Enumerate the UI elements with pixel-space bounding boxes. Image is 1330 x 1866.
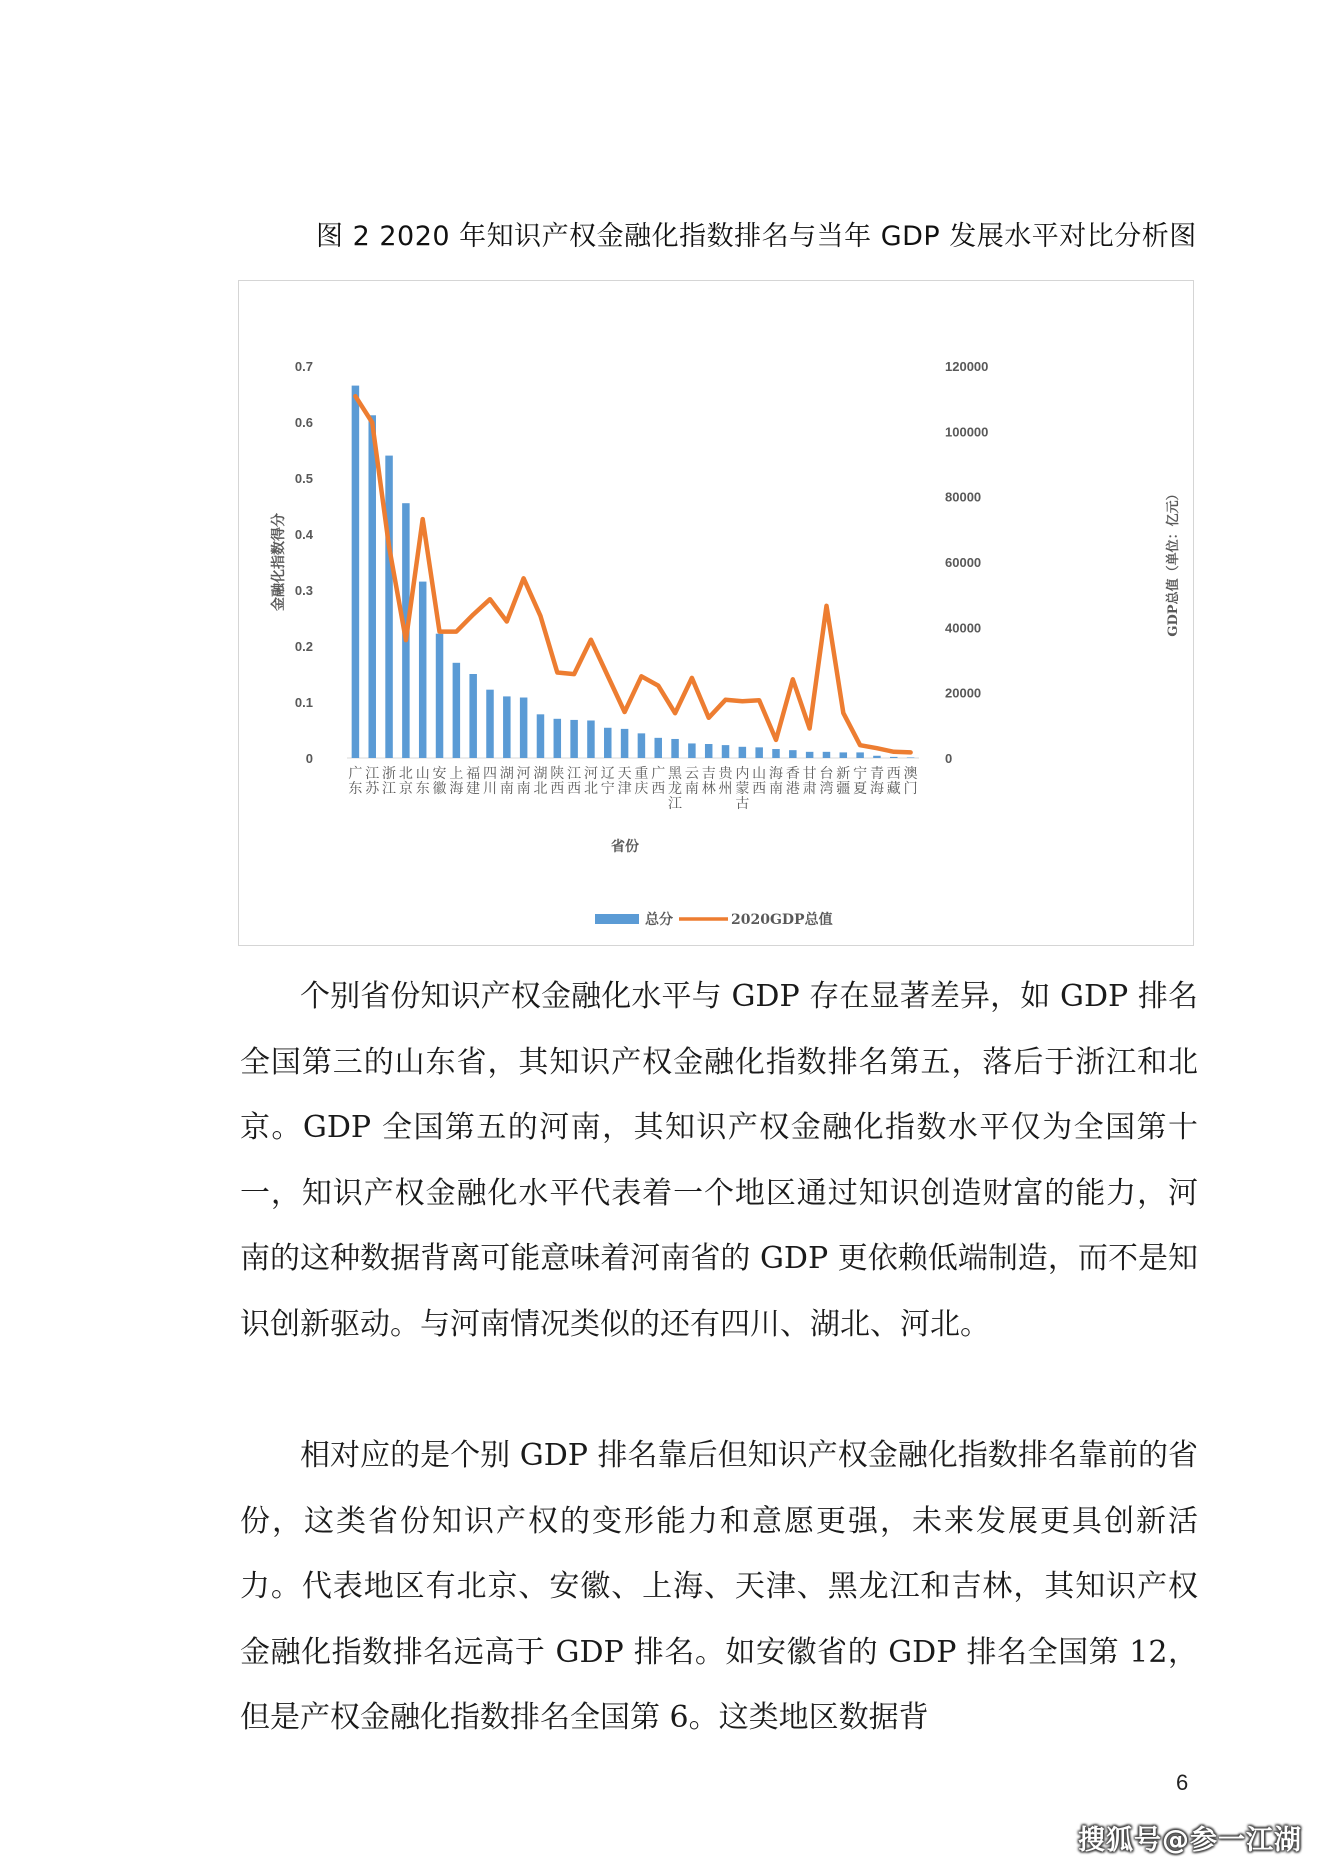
watermark: 搜狐号@参一江湖 <box>1078 1825 1302 1856</box>
bar-浙江 <box>385 456 393 758</box>
x-tick-label: 山西 <box>752 766 767 797</box>
bar-宁夏 <box>856 752 864 758</box>
x-tick-label: 江苏 <box>365 766 380 797</box>
x-tick-label: 台湾 <box>819 766 834 797</box>
x-tick-label: 贵州 <box>718 766 733 797</box>
bar-西藏 <box>890 757 898 758</box>
bar-黑龙江 <box>671 739 679 758</box>
paragraph-2: 相对应的是个别 GDP 排名靠后但知识产权金融化指数排名靠前的省份，这类省份知识产权的变形能力和意愿更强，未来发展更具创新活力。代表地区有北京、安徽、上海、天津、黑龙江和吉林，其知识产权金融化指数排名远高于 GDP 排名。如安徽省的 GDP 排名全国第 12，但是产权金融化指数排名全国第 6。这类地区数据背 <box>240 1438 1198 1735</box>
bar-陕西 <box>554 719 562 758</box>
x-tick-label: 湖北 <box>533 766 548 797</box>
y2-tick-label: 20000 <box>945 685 982 701</box>
y-axis-title: 金融化指数得分 <box>271 513 287 611</box>
x-tick-label: 宁夏 <box>853 766 868 797</box>
bar-安徽 <box>436 634 444 758</box>
x-tick-label: 河南 <box>516 766 531 797</box>
legend-swatch-bar <box>595 914 639 924</box>
x-tick-label: 福建 <box>466 766 481 797</box>
y2-tick-label: 0 <box>945 751 953 766</box>
x-tick-label: 北京 <box>398 766 413 797</box>
bar-江西 <box>570 720 578 758</box>
legend-label-line: 2020GDP总值 <box>731 912 833 928</box>
x-tick-label: 内蒙古 <box>735 766 750 812</box>
x-axis-title: 省份 <box>611 839 639 855</box>
bar-广西 <box>654 738 662 758</box>
x-tick-label: 甘肃 <box>802 766 817 797</box>
x-tick-label: 河北 <box>583 766 598 797</box>
bar-湖北 <box>537 714 545 758</box>
x-tick-label: 重庆 <box>634 766 649 797</box>
x-tick-label: 湖南 <box>499 766 514 797</box>
bar-云南 <box>688 743 696 758</box>
y-tick-label: 0.4 <box>294 527 313 542</box>
y2-tick-label: 40000 <box>945 620 982 636</box>
bar-内蒙古 <box>739 747 747 758</box>
y-tick-label: 0.3 <box>294 583 313 598</box>
bar-重庆 <box>638 733 646 758</box>
bar-辽宁 <box>604 728 612 758</box>
x-tick-label: 吉林 <box>701 766 716 797</box>
y2-tick-label: 80000 <box>945 489 982 505</box>
page-number: 6 <box>1176 1770 1189 1795</box>
y2-axis-title: GDP总值（单位：亿元） <box>1166 487 1181 637</box>
y2-tick-label: 120000 <box>945 359 989 374</box>
bar-四川 <box>486 690 494 758</box>
bar-山西 <box>755 747 763 758</box>
bar-吉林 <box>705 744 713 758</box>
x-tick-label: 浙江 <box>382 766 397 797</box>
x-tick-label: 山东 <box>415 766 430 797</box>
bar-香港 <box>789 750 797 758</box>
bar-上海 <box>453 663 461 758</box>
bar-甘肃 <box>806 752 814 758</box>
x-tick-label: 辽宁 <box>600 766 615 797</box>
bar-江苏 <box>368 415 376 758</box>
x-tick-label: 安徽 <box>432 766 447 797</box>
x-tick-label: 香港 <box>785 766 800 797</box>
bar-贵州 <box>722 745 730 758</box>
x-tick-label: 四川 <box>483 766 497 797</box>
x-tick-label: 西藏 <box>886 766 901 797</box>
x-tick-label: 上海 <box>449 766 464 797</box>
x-tick-label: 广西 <box>651 766 666 797</box>
y-tick-label: 0 <box>305 751 313 766</box>
y-tick-label: 0.2 <box>294 639 313 654</box>
x-tick-label: 澳门 <box>903 766 918 797</box>
x-tick-label: 陕西 <box>550 766 565 797</box>
y-tick-label: 0.1 <box>294 695 313 710</box>
bar-广东 <box>352 386 360 758</box>
y2-tick-label: 100000 <box>945 424 989 440</box>
legend-label-bar: 总分 <box>645 912 673 928</box>
y-tick-label: 0.6 <box>294 415 313 430</box>
x-tick-label: 江西 <box>567 766 582 797</box>
x-tick-label: 海南 <box>769 766 783 797</box>
x-tick-label: 黑龙江 <box>668 766 683 812</box>
bar-line-chart <box>239 281 1193 945</box>
x-tick-label: 广东 <box>348 766 363 797</box>
chart-frame <box>238 280 1194 946</box>
bar-台湾 <box>823 752 831 758</box>
y-tick-label: 0.5 <box>294 471 313 486</box>
bar-山东 <box>419 582 427 758</box>
x-tick-label: 天津 <box>617 766 632 797</box>
bar-河南 <box>520 698 528 758</box>
x-tick-label: 青海 <box>869 766 884 797</box>
bar-福建 <box>469 674 477 758</box>
bar-天津 <box>621 729 629 758</box>
bar-青海 <box>873 756 881 758</box>
paragraph-1: 个别省份知识产权金融化水平与 GDP 存在显著差异，如 GDP 排名全国第三的山东省，其知识产权金融化指数排名第五，落后于浙江和北京。GDP 全国第五的河南，其知识产权金融化指数水平仅为全国第十一，知识产权金融化水平代表着一个地区通过知识创造财富的能力，河南的这种数据背离可能意味着河南省的 GDP 更依赖低端制造，而不是知识创新驱动。与河南情况类似的还有四川、湖北、河北。 <box>240 979 1198 1342</box>
bar-海南 <box>772 749 780 758</box>
y2-tick-label: 60000 <box>945 555 982 570</box>
y-tick-label: 0.7 <box>294 359 313 374</box>
figure-caption: 图 2 2020 年知识产权金融化指数排名与当年 GDP 发展水平对比分析图 <box>316 221 1197 252</box>
x-tick-label: 新疆 <box>836 766 851 797</box>
bar-澳门 <box>907 757 915 758</box>
bar-湖南 <box>503 696 511 758</box>
bar-河北 <box>587 720 595 758</box>
x-tick-label: 云南 <box>684 766 699 797</box>
bar-新疆 <box>840 752 848 758</box>
